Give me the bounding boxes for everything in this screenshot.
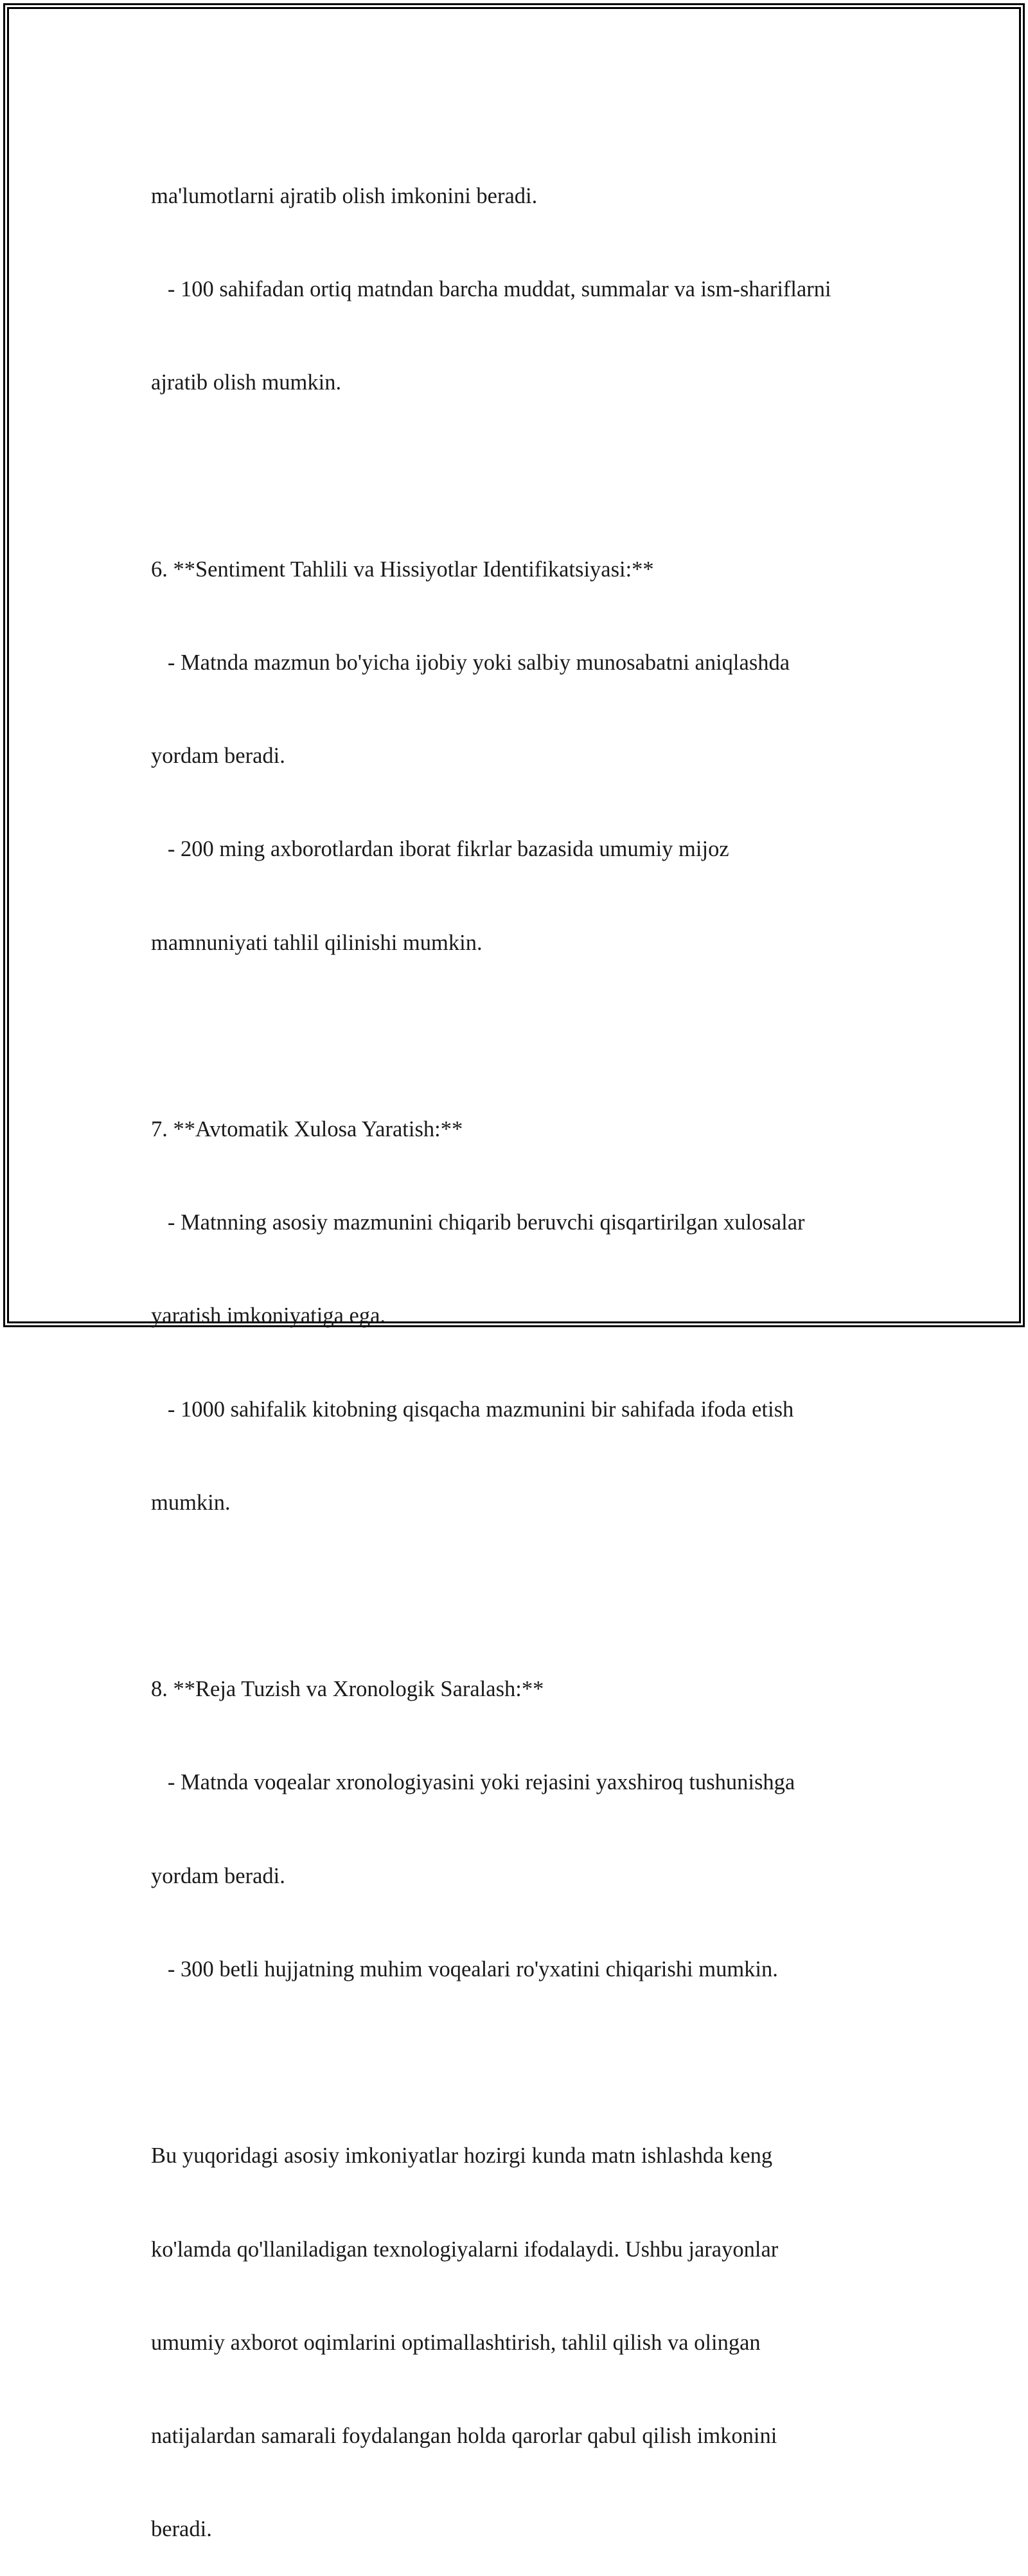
text-line: - Matnning asosiy mazmunini chiqarib beruvchi qisqartirilgan xulosalar: [151, 1210, 805, 1235]
blank-line: [151, 1021, 909, 1051]
text-line: umumiy axborot oqimlarini optimallashtirish, tahlil qilish va olingan: [151, 2330, 761, 2355]
section-heading: 8. **Reja Tuzish va Xronologik Saralash:**: [151, 1677, 544, 1702]
text-line: yaratish imkoniyatiga ega.: [151, 1303, 386, 1328]
text-line: yordam beradi.: [151, 744, 285, 769]
blank-line: [151, 460, 909, 491]
text-line: natijalardan samarali foydalangan holda qarorlar qabul qilish imkonini: [151, 2424, 777, 2448]
text-line: mamnuniyati tahlil qilinishi mumkin.: [151, 930, 483, 955]
text-line: - Matnda mazmun bo'yicha ijobiy yoki salbiy munosabatni aniqlashda: [151, 650, 790, 675]
text-line: Bu yuqoridagi asosiy imkoniyatlar hozirgi kunda matn ishlashda keng: [151, 2143, 773, 2169]
text-line: - 100 sahifadan ortiq matndan barcha muddat, summalar va ism-shariflarni: [151, 277, 831, 302]
text-line: beradi.: [151, 2517, 212, 2542]
blank-line: [151, 1580, 909, 1611]
text-line: - 1000 sahifalik kitobning qisqacha mazmunini bir sahifada ifoda etish: [151, 1397, 794, 1422]
text-line: ko'lamda qo'llaniladigan texnologiyalarni ifodalaydi. Ushbu jarayonlar: [151, 2237, 779, 2262]
blank-line: [151, 2047, 909, 2078]
text-line: - 200 ming axborotlardan iborat fikrlar bazasida umumiy mijoz: [151, 837, 729, 862]
text-line: yordam beradi.: [151, 1863, 285, 1888]
text-line: mumkin.: [151, 1490, 231, 1515]
text-line: - Matnda voqealar xronologiyasini yoki rejasini yaxshiroq tushunishga: [151, 1770, 795, 1795]
document-body: [151, 118, 909, 2576]
text-line: ajratib olish mumkin.: [151, 370, 342, 395]
section-heading: 7. **Avtomatik Xulosa Yaratish:**: [151, 1116, 463, 1141]
text-line: - 300 betli hujjatning muhim voqealari ro'yxatini chiqarishi mumkin.: [151, 1956, 778, 1981]
section-heading: 6. **Sentiment Tahlili va Hissiyotlar Identifikatsiyasi:**: [151, 557, 654, 582]
text-line: ma'lumotlarni ajratib olish imkonini beradi.: [151, 183, 538, 208]
